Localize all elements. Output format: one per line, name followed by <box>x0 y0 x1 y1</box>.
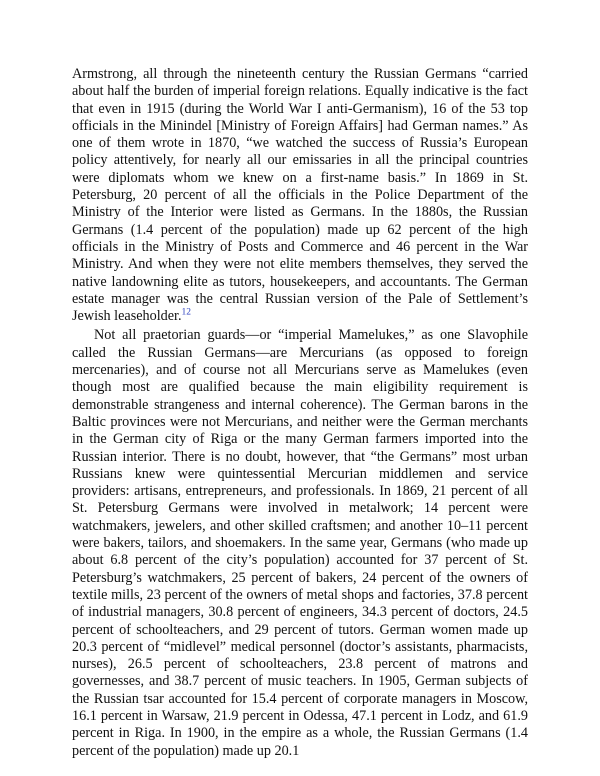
paragraph-text: Not all praetorian guards—or “imperial Mamelukes,” as one Slavophile called the Russian Germans—are Mercurians (as opposed to foreign mercenaries), and of course not all Mercurians serve as Mamelukes (even though most are qualified because the main eligibility requirement is demonstrable strangeness and internal coherence). The German barons in the Baltic provinces were not Mercurians, and neither were the German merchants in the German city of Riga or the many German farmers imported into the Russian interior. There is no doubt, however, that “the Germans” most urban Russians knew were quintessential Mercurian middlemen and service providers: artisans, entrepreneurs, and professionals. In 1869, 21 percent of all St. Petersburg Germans were involved in metalwork; 14 percent were watchmakers, jewelers, and other skilled craftsmen; and another 10–11 percent were bakers, tailors, and shoemakers. In the same year, Germans (who made up about 6.8 percent of the city’s population) accounted for 37 percent of St. Petersburg’s watchmakers, 25 percent of bakers, 24 percent of the owners of textile mills, 23 percent of the owners of metal shops and factories, 37.8 percent of industrial managers, 30.8 percent of engineers, 34.3 percent of doctors, 24.5 percent of schoolteachers, and 29 percent of tutors. German women made up 20.3 percent of “midlevel” medical personnel (doctor’s assistants, pharmacists, nurses), 26.5 percent of schoolteachers, 23.8 percent of matrons and governesses, and 38.7 percent of music teachers. In 1905, German subjects of the Russian tsar accounted for 15.4 percent of corporate managers in Moscow, 16.1 percent in Warsaw, 21.9 percent in Odessa, 47.1 percent in Lodz, and 61.9 percent in Riga. In 1900, in the empire as a whole, the Russian Germans (1.4 percent of the population) made up 20.1 <box>72 327 528 759</box>
paragraph-text: Armstrong, all through the nineteenth century the Russian Germans “carried about half the burden of imperial foreign relations. Equally indicative is the fact that even in 1915 (during the World War I anti-Germanism), 16 of the 53 top officials in the Minindel [Ministry of Foreign Affairs] had German names.” As one of them wrote in 1870, “we watched the success of Russia’s European policy attentively, for nearly all our emissaries in all the principal countries were diplomats whom we knew on a first-name basis.” In 1869 in St. Petersburg, 20 percent of all the officials in the Police Department of the Ministry of the Interior were listed as Germans. In the 1880s, the Russian Germans (1.4 percent of the population) made up 62 percent of the high officials in the Ministry of Posts and Commerce and 46 percent in the War Ministry. And when they were not elite members themselves, they served the native landowning elite as tutors, housekeepers, and accountants. The German estate manager was the central Russian version of the Pale of Settlement’s Jewish leaseholder. <box>72 66 528 325</box>
paragraph <box>72 327 528 759</box>
footnote-reference[interactable]: 12 <box>181 307 192 318</box>
paragraph <box>72 66 528 325</box>
body-text <box>72 66 528 760</box>
